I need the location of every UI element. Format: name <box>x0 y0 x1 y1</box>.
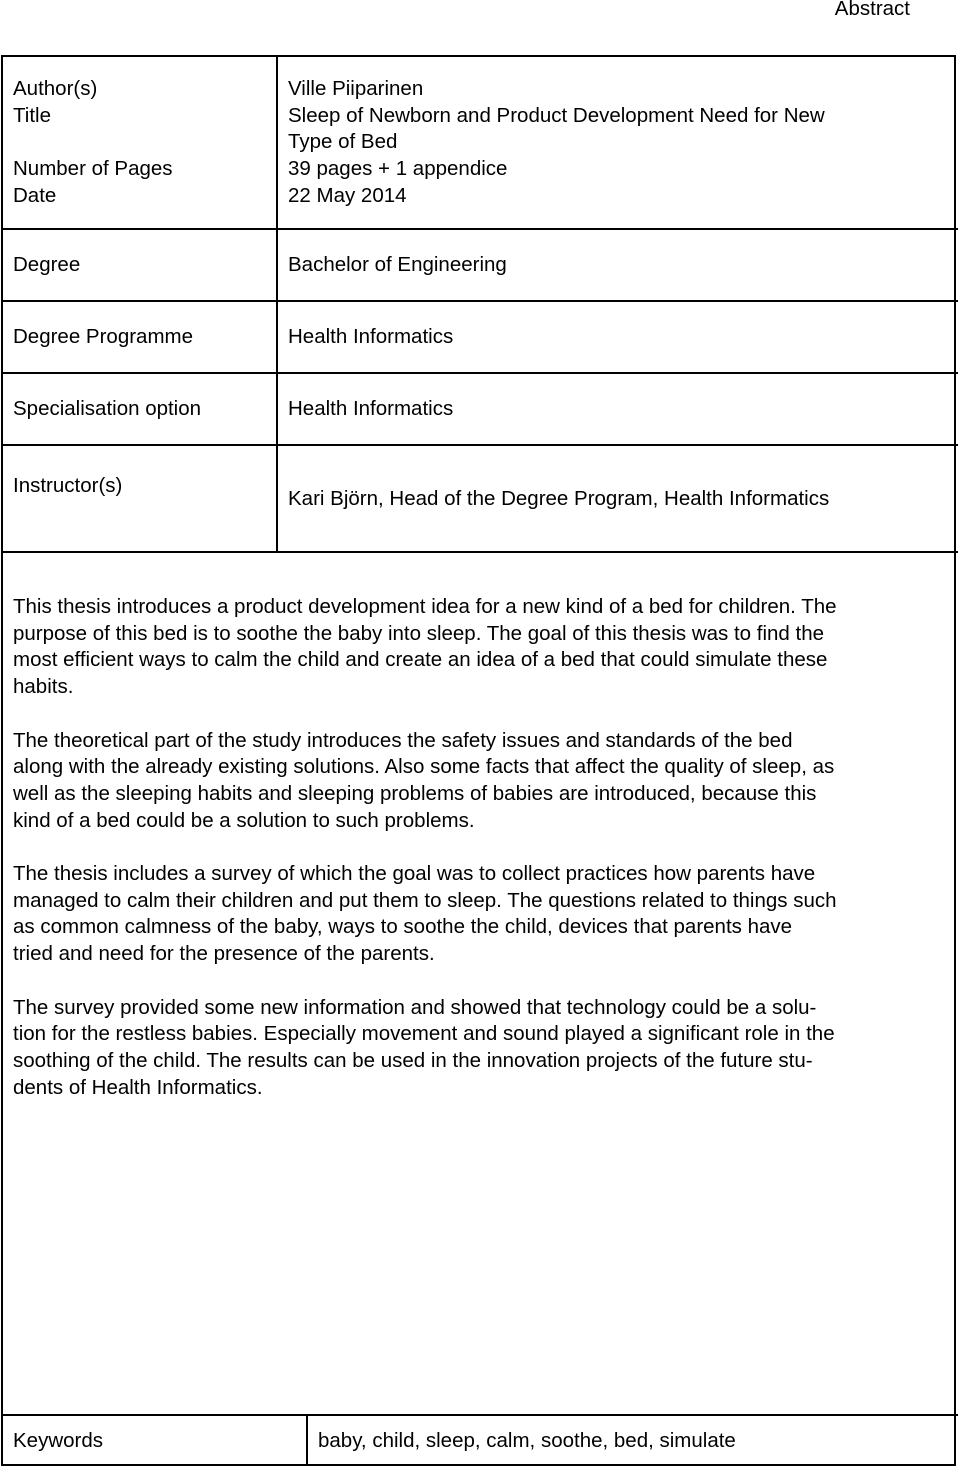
row-divider <box>3 228 958 230</box>
abstract-line: The survey provided some new information and showed that technology could be a solu- <box>13 995 817 1019</box>
abstract-form <box>1 55 956 1466</box>
pages-value: 39 pages + 1 appendice <box>288 157 508 180</box>
abstract-line: habits. <box>13 675 74 699</box>
author-label: Author(s) <box>13 77 98 100</box>
column-divider <box>276 57 278 553</box>
abstract-line: tion for the restless babies. Especially movement and sound played a significant role in the <box>13 1022 835 1046</box>
abstract-line: tried and need for the presence of the parents. <box>13 942 435 966</box>
title-value-line1: Sleep of Newborn and Product Development Need for New <box>288 104 825 127</box>
abstract-line: managed to calm their children and put them to sleep. The questions related to things such <box>13 888 837 912</box>
abstract-line: most efficient ways to calm the child and create an idea of a bed that could simulate these <box>13 648 828 672</box>
programme-label: Degree Programme <box>13 325 194 348</box>
abstract-line: The thesis includes a survey of which the goal was to collect practices how parents have <box>13 862 816 885</box>
programme-value: Health Informatics <box>288 325 454 348</box>
row-divider <box>3 444 958 446</box>
row-divider <box>3 300 958 302</box>
abstract-paragraph <box>13 861 948 968</box>
abstract-body <box>13 594 948 1128</box>
abstract-line: The theoretical part of the study introduces the safety issues and standards of the bed <box>13 728 793 752</box>
abstract-line: along with the already existing solutions. Also some facts that affect the quality of sleep, as <box>13 755 835 779</box>
keywords-divider <box>3 1414 958 1416</box>
keywords-value: baby, child, sleep, calm, soothe, bed, simulate <box>318 1429 736 1452</box>
keywords-column-divider <box>306 1414 308 1466</box>
keywords-label: Keywords <box>13 1429 104 1452</box>
abstract-line: soothing of the child. The results can be used in the innovation projects of the future stu- <box>13 1048 813 1072</box>
instructor-label: Instructor(s) <box>13 474 123 497</box>
abstract-line: kind of a bed could be a solution to such problems. <box>13 808 475 832</box>
date-value: 22 May 2014 <box>288 184 407 207</box>
row-divider <box>3 551 958 553</box>
specialisation-value: Health Informatics <box>288 397 454 420</box>
pages-label: Number of Pages <box>13 157 173 180</box>
abstract-line: This thesis introduces a product development idea for a new kind of a bed for children. The <box>13 595 837 618</box>
abstract-paragraph <box>13 728 948 835</box>
abstract-line: as common calmness of the baby, ways to soothe the child, devices that parents have <box>13 915 793 939</box>
title-value-line2: Type of Bed <box>288 130 398 153</box>
row-divider <box>3 372 958 374</box>
degree-label: Degree <box>13 253 81 276</box>
abstract-line: well as the sleeping habits and sleeping problems of babies are introduced, because this <box>13 781 817 805</box>
instructor-value: Kari Björn, Head of the Degree Program, Health Informatics <box>288 487 830 510</box>
title-label: Title <box>13 104 51 127</box>
abstract-line: purpose of this bed is to soothe the baby into sleep. The goal of this thesis was to find the <box>13 621 825 645</box>
abstract-line: dents of Health Informatics. <box>13 1075 263 1099</box>
abstract-paragraph <box>13 594 948 701</box>
abstract-paragraph <box>13 995 948 1102</box>
degree-value: Bachelor of Engineering <box>288 253 507 276</box>
page-heading-abstract: Abstract <box>834 0 910 20</box>
specialisation-label: Specialisation option <box>13 397 202 420</box>
date-label: Date <box>13 184 57 207</box>
author-value: Ville Piiparinen <box>288 77 424 100</box>
